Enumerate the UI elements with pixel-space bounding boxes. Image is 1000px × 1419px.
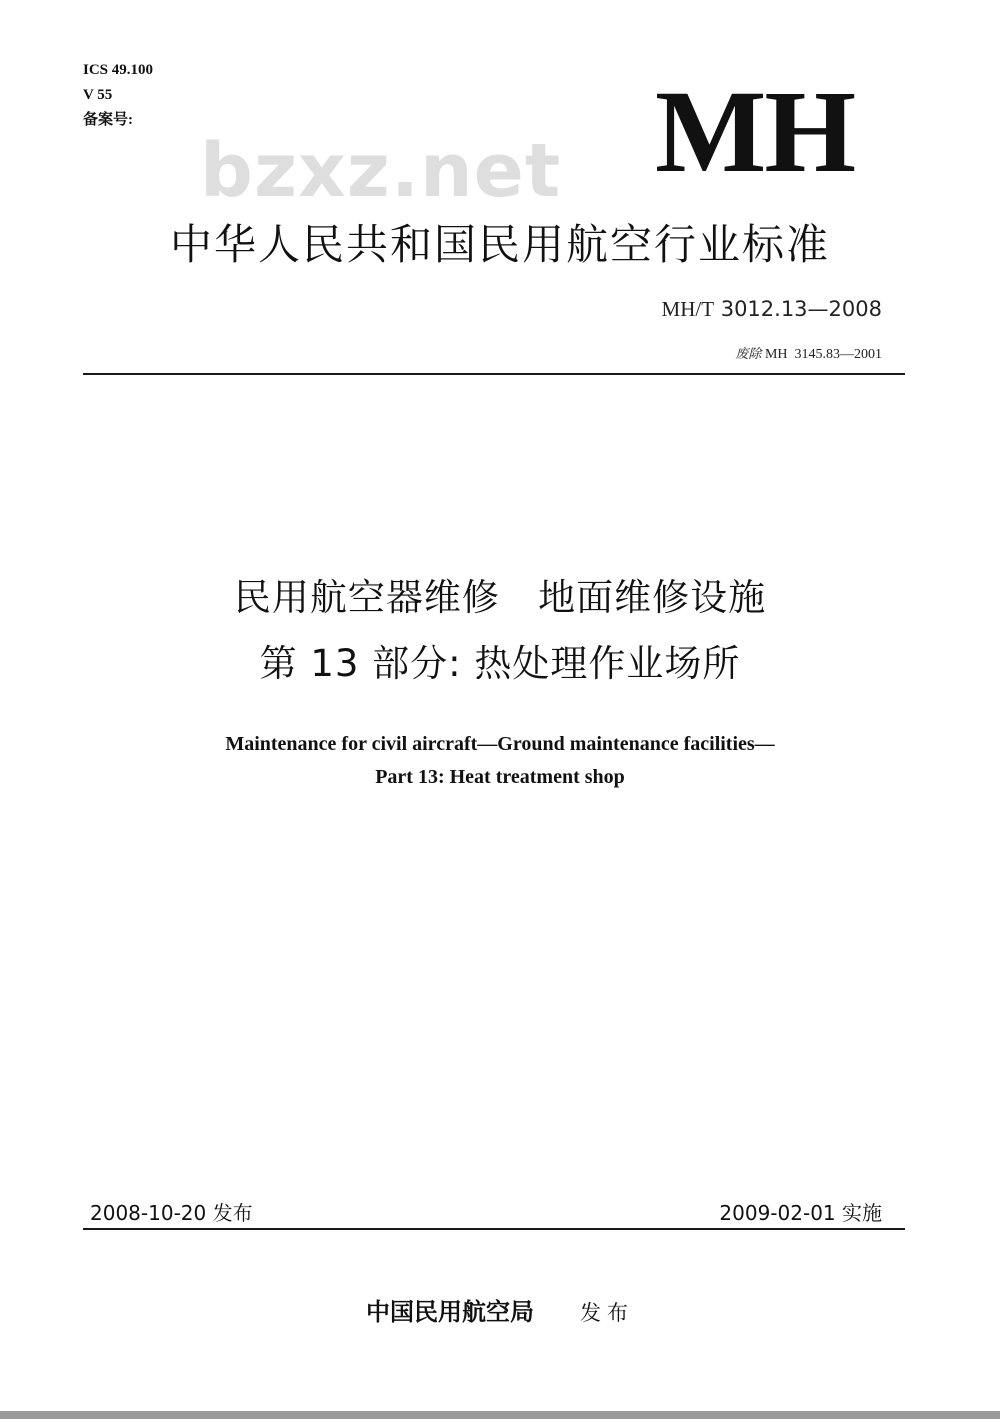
replaces-note: [735, 343, 882, 363]
ics-code: ICS 49.100: [83, 62, 154, 78]
filing-number-label: 备案号:: [83, 112, 133, 128]
title-en-line2: Part 13: Heat treatment shop: [375, 766, 625, 788]
effective-date: 2009-02-01 实施: [719, 1201, 882, 1225]
replaces-label: 废除: [735, 347, 762, 362]
standard-title: 中华人民共和国民用航空行业标准: [169, 220, 830, 269]
replaces-value: MH 3145.83—2001: [764, 347, 882, 362]
bottom-divider: [83, 1228, 905, 1230]
publisher-name: 中国民用航空局: [366, 1297, 534, 1326]
watermark-text: bzxz.net: [200, 128, 562, 214]
standard-number: [662, 297, 882, 322]
mh-logo: MH: [655, 66, 855, 197]
page-bottom-bar: [0, 1411, 1000, 1419]
issue-date: 2008-10-20 发布: [90, 1201, 253, 1225]
metadata-block: [83, 58, 153, 133]
title-zh-line1: 民用航空器维修 地面维修设施: [233, 576, 767, 619]
standard-number-value: 3012.13—2008: [720, 297, 882, 321]
title-en-line1: Maintenance for civil aircraft—Ground maintenance facilities—: [225, 733, 775, 755]
publisher-line: [0, 1292, 1000, 1327]
top-divider: [83, 373, 905, 375]
category-code: V 55: [83, 87, 113, 103]
publisher-verb: 发布: [580, 1301, 634, 1325]
title-zh-line2: 第 13 部分: 热处理作业场所: [259, 642, 741, 685]
standard-number-prefix: MH/T: [661, 297, 715, 321]
